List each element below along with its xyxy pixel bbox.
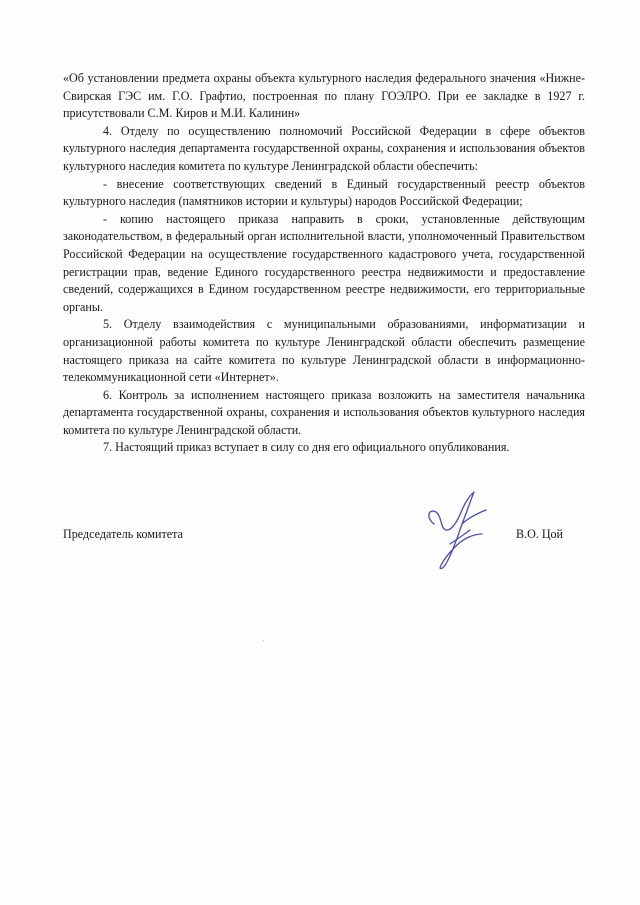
paragraph-item-4-sub-2: - копию настоящего приказа направить в сроки, установленные действующим законодательством, в федеральный орган исполнительной власти, уполномоченный Правительством Российской Федерации на осуществление государственного кадастрового учета, государственной регистрации прав, ведение Единого государственного реестра недвижимости и предоставление сведений, содержащихся в Едином государственном реестре недвижимости, его территориальные органы.: [63, 211, 585, 314]
handwritten-signature: [412, 484, 502, 574]
signatory-title: Председатель комитета: [63, 527, 183, 541]
paragraph-item-6: 6. Контроль за исполнением настоящего приказа возложить на заместителя начальника департамента государственной охраны, сохранения и использования объектов культурного наследия комитета по культуре Ленинградской области.: [63, 387, 585, 437]
document-body: [63, 70, 585, 457]
paragraph-item-5: 5. Отделу взаимодействия с муниципальными образованиями, информатизации и организационной работы комитета по культуре Ленинградской области обеспечить размещение настоящего приказа на сайте комитета по культуре Ленинградской области в информационно-телекоммуникационной сети «Интернет».: [63, 317, 585, 385]
scan-speck: [263, 640, 264, 641]
paragraph-item-4: 4. Отделу по осуществлению полномочий Российской Федерации в сфере объектов культурного наследия департамента государственной охраны, сохранения и использования объектов культурного наследия комитета по культуре Ленинградской области обеспечить:: [63, 123, 585, 173]
paragraph-item-4-sub-1: - внесение соответствующих сведений в Единый государственный реестр объектов культурного наследия (памятников истории и культуры) народов Российской Федерации;: [63, 176, 585, 209]
signatory-name: В.О. Цой: [516, 527, 563, 541]
paragraph-heading-quote: «Об установлении предмета охраны объекта культурного наследия федерального значения «Нижне-Свирская ГЭС им. Г.О. Графтио, построенная по плану ГОЭЛРО. При ее закладке в 1927 г. присутствовали С.М. Киров и М.И. Калинин»: [63, 71, 585, 121]
paragraph-item-7: 7. Настоящий приказ вступает в силу со дня его официального опубликования.: [103, 440, 510, 455]
